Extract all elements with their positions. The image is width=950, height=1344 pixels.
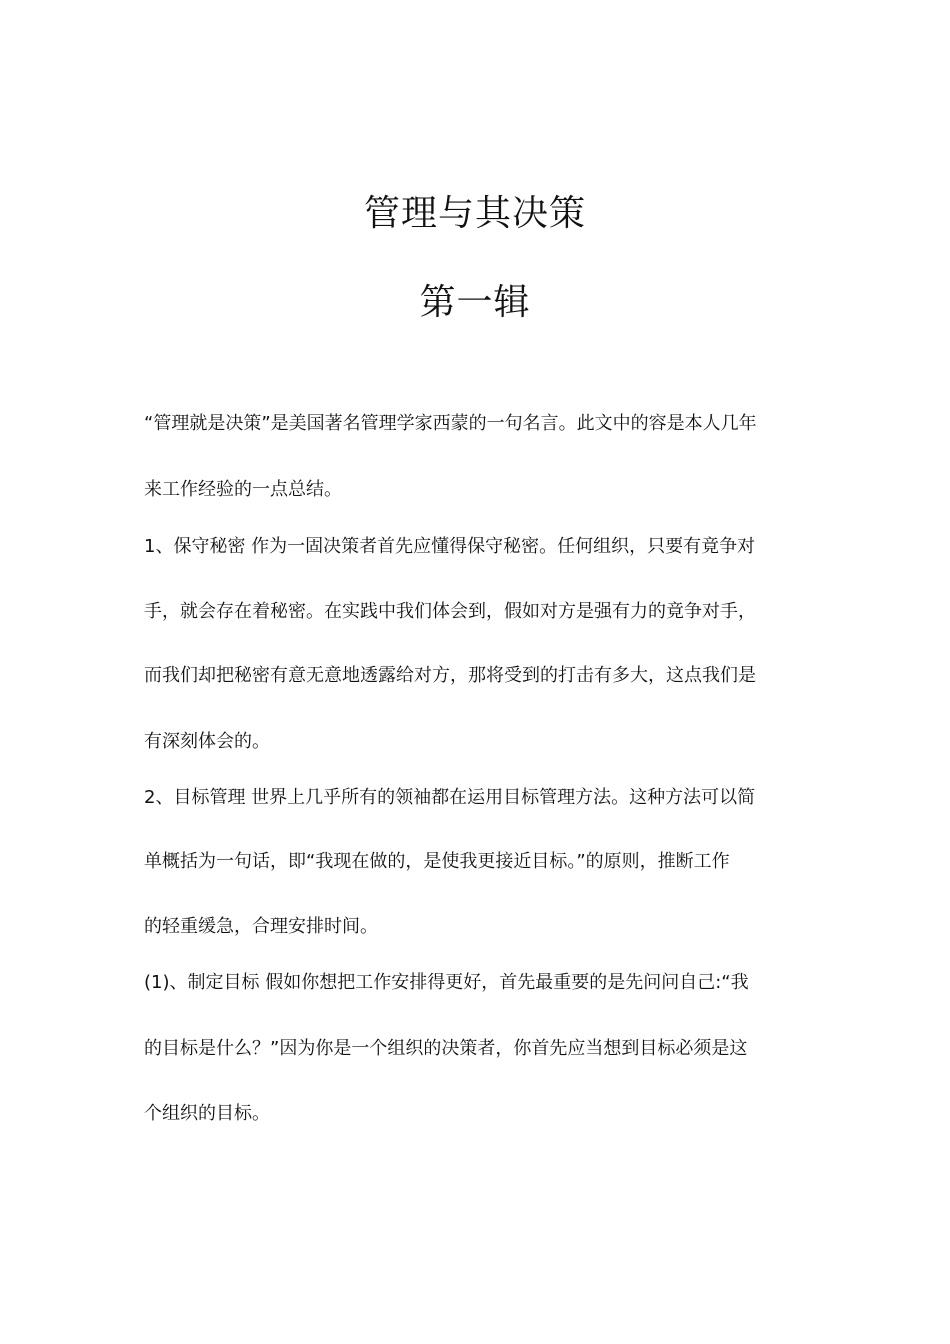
section-1-line-1: 1、保守秘密 作为一固决策者首先应懂得保守秘密。任何组织，只要有竟争对 — [144, 536, 756, 557]
subsection-1-line-2: 的目标是什么？”因为你是一个组织的决策者，你首先应当想到目标必须是这 — [144, 1038, 748, 1059]
section-2-line-1: 2、目标管理 世界上几乎所有的领袖都在运用目标管理方法。这种方法可以简 — [144, 787, 756, 808]
section-2-line-2: 单概括为一句话，即“我现在做的，是使我更接近目标。”的原则，推断工作 — [144, 851, 730, 872]
document-title: 管理与其决策 — [363, 193, 586, 234]
subsection-1-line-3: 个组织的目标。 — [144, 1103, 270, 1124]
section-1-line-4: 有深刻体会的。 — [144, 731, 270, 752]
paragraph-intro-line-2: 来工作经验的一点总结。 — [144, 479, 342, 500]
paragraph-intro-line-1: “管理就是决策”是美国著名管理学家西蒙的一句名言。此文中的容是本人几年 — [144, 413, 757, 434]
subsection-1-line-1: (1)、制定目标 假如你想把工作安排得更好，首先最重要的是先问问自己:“我 — [144, 972, 749, 993]
section-2-line-3: 的轻重缓急，合理安排时间。 — [144, 916, 378, 937]
document-subtitle: 第一辑 — [419, 282, 531, 323]
section-1-line-2: 手，就会存在着秘密。在实践中我们体会到，假如对方是强有力的竟争对手， — [144, 601, 756, 622]
section-1-line-3: 而我们却把秘密有意无意地透露给对方，那将受到的打击有多大，这点我们是 — [144, 665, 756, 686]
